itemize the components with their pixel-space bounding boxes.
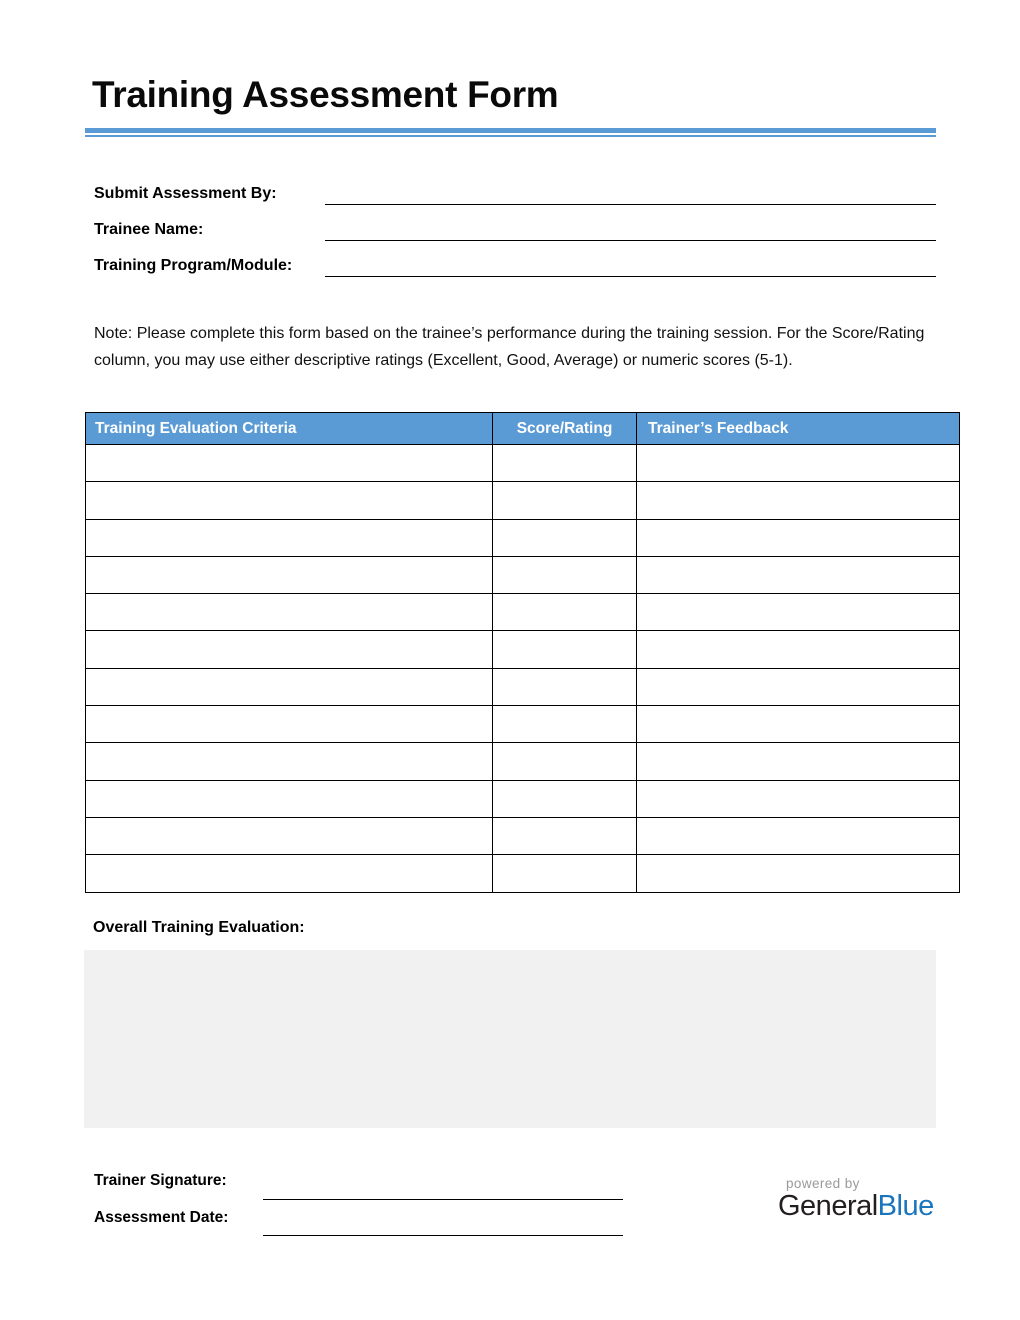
assessment-date-label: Assessment Date:: [94, 1209, 229, 1226]
table-row: [86, 706, 960, 743]
table-cell[interactable]: [637, 706, 960, 743]
column-header-3: Trainer’s Feedback: [637, 413, 960, 445]
table-cell[interactable]: [86, 817, 493, 854]
table-row: [86, 556, 960, 593]
submit-by-label: Submit Assessment By:: [94, 185, 277, 202]
table-row: [86, 817, 960, 854]
field-row-training-program: [94, 247, 936, 277]
divider-thin-line: [85, 135, 936, 138]
table-cell[interactable]: [637, 817, 960, 854]
trainer-signature-input-line[interactable]: [263, 1199, 623, 1200]
table-cell[interactable]: [493, 594, 637, 631]
title-divider: [85, 128, 936, 137]
table-row: [86, 594, 960, 631]
table-cell[interactable]: [86, 855, 493, 892]
table-cell[interactable]: [493, 445, 637, 482]
table-cell[interactable]: [637, 519, 960, 556]
field-row-submit-by: [94, 175, 936, 205]
table-row: [86, 855, 960, 892]
table-cell[interactable]: [86, 706, 493, 743]
table-row: [86, 743, 960, 780]
table-cell[interactable]: [86, 556, 493, 593]
generalblue-logo: [778, 1190, 934, 1223]
table-cell[interactable]: [637, 445, 960, 482]
logo-blue-text: Blue: [877, 1190, 934, 1222]
evaluation-table: [85, 412, 960, 893]
table-cell[interactable]: [86, 780, 493, 817]
table-cell[interactable]: [493, 519, 637, 556]
header-fields: [94, 175, 936, 283]
table-cell[interactable]: [637, 631, 960, 668]
table-row: [86, 482, 960, 519]
page-title: Training Assessment Form: [92, 74, 559, 115]
table-row: [86, 631, 960, 668]
table-cell[interactable]: [86, 594, 493, 631]
table-cell[interactable]: [493, 855, 637, 892]
table-cell[interactable]: [493, 631, 637, 668]
table-cell[interactable]: [86, 631, 493, 668]
column-header-2: Score/Rating: [493, 413, 637, 445]
table-cell[interactable]: [493, 482, 637, 519]
table-header-row: [86, 413, 960, 445]
table-cell[interactable]: [637, 556, 960, 593]
table-cell[interactable]: [86, 743, 493, 780]
table-row: [86, 668, 960, 705]
assessment-date-input-line[interactable]: [263, 1235, 623, 1236]
table-cell[interactable]: [493, 668, 637, 705]
powered-by-text: powered by: [786, 1176, 860, 1191]
table-cell[interactable]: [86, 445, 493, 482]
table-cell[interactable]: [493, 817, 637, 854]
evaluation-table-head: [86, 413, 960, 445]
submit-by-input-line[interactable]: [325, 180, 936, 205]
training-program-label: Training Program/Module:: [94, 257, 293, 274]
table-cell[interactable]: [637, 482, 960, 519]
trainee-name-label: Trainee Name:: [94, 221, 204, 238]
table-cell[interactable]: [493, 780, 637, 817]
overall-evaluation-box[interactable]: [84, 950, 936, 1128]
table-cell[interactable]: [637, 743, 960, 780]
table-cell[interactable]: [493, 556, 637, 593]
logo-general-text: General: [778, 1190, 878, 1222]
table-cell[interactable]: [86, 519, 493, 556]
field-row-trainee-name: [94, 211, 936, 241]
table-cell[interactable]: [86, 668, 493, 705]
table-cell[interactable]: [637, 780, 960, 817]
table-cell[interactable]: [86, 482, 493, 519]
table-cell[interactable]: [493, 706, 637, 743]
table-row: [86, 445, 960, 482]
table-cell[interactable]: [637, 668, 960, 705]
table-body: [86, 445, 960, 893]
trainee-name-input-line[interactable]: [325, 216, 936, 241]
instruction-note: Note: Please complete this form based on the trainee’s performance during the training session. For the Score/Rating column, you may use either descriptive ratings (Excellent, Good, Average) or numeric scores (5-1).: [94, 325, 925, 369]
table-cell[interactable]: [637, 855, 960, 892]
trainer-signature-label: Trainer Signature:: [94, 1172, 227, 1189]
table-cell[interactable]: [637, 594, 960, 631]
training-program-input-line[interactable]: [325, 252, 936, 277]
table-row: [86, 780, 960, 817]
column-header-1: Training Evaluation Criteria: [86, 413, 493, 445]
table-row: [86, 519, 960, 556]
table-cell[interactable]: [493, 743, 637, 780]
overall-evaluation-label: Overall Training Evaluation:: [93, 919, 305, 936]
